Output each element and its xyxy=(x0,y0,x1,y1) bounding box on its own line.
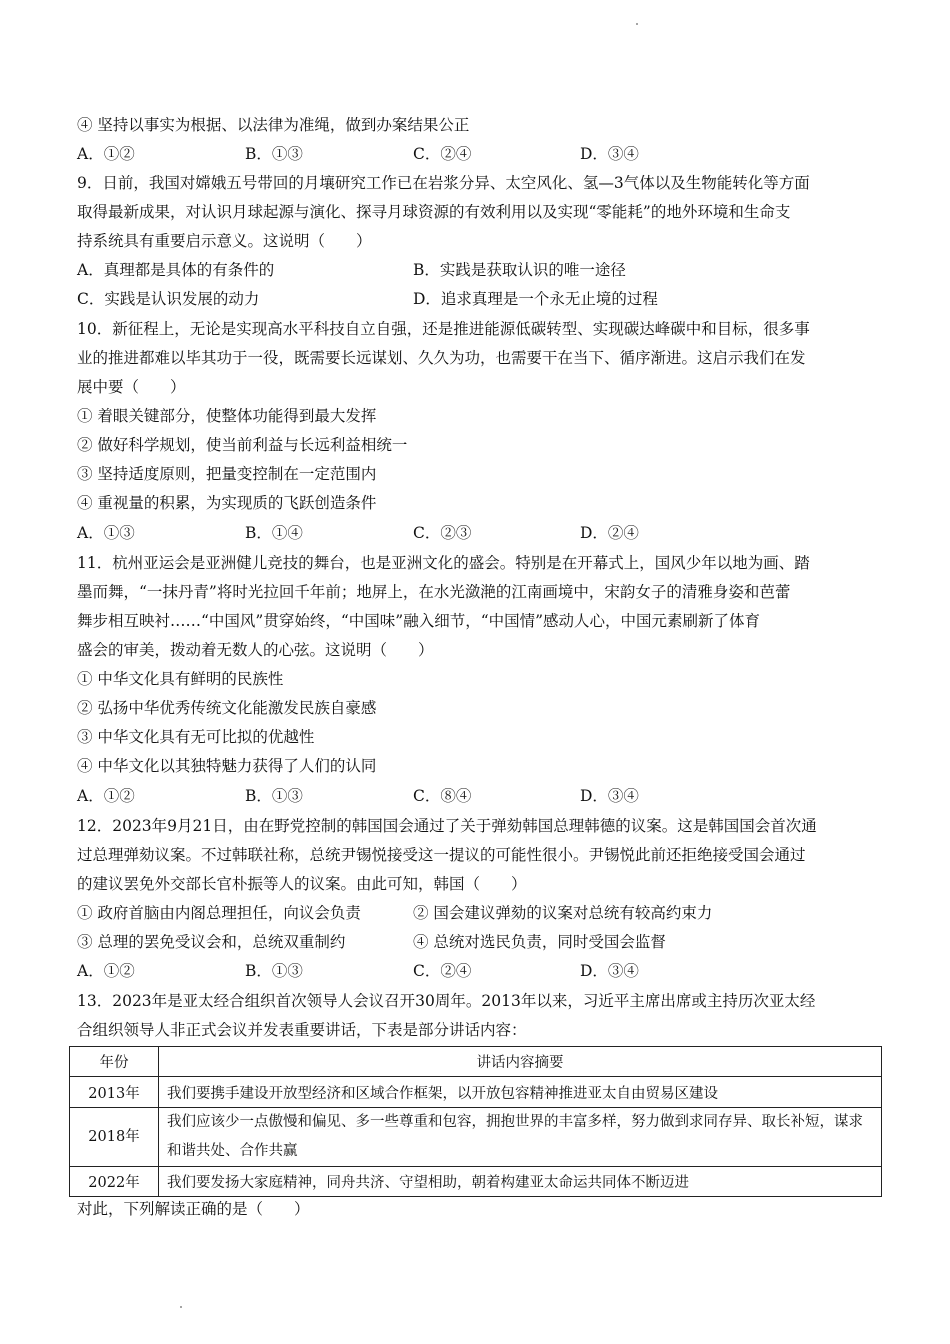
q11-stem-line-1: 11．杭州亚运会是亚洲健儿竞技的舞台，也是亚洲文化的盛会。特别是在开幕式上，国风少年以地为画、踏 xyxy=(77,554,810,572)
q13-stem-line-1: 13．2023年是亚太经合组织首次领导人会议召开30周年。2013年以来，习近平主席出席或主持历次亚太经 xyxy=(77,992,816,1010)
q13-after-text: 对此，下列解读正确的是（ ） xyxy=(77,1200,310,1218)
q12-stem-line-3: 的建议罢免外交部长官朴振等人的议案。由此可知，韩国（ ） xyxy=(77,875,527,893)
q10-statement-3: ③ 坚持适度原则，把量变控制在一定范围内 xyxy=(77,465,377,483)
q11-statement-1: ① 中华文化具有鲜明的民族性 xyxy=(77,670,284,688)
q10-stem-line-3: 展中要（ ） xyxy=(77,378,186,396)
q11-option-c: C．⑧④ xyxy=(413,787,472,805)
q10-option-d: D．②④ xyxy=(580,524,639,542)
q8-option-a: A．①② xyxy=(77,145,135,163)
q8-statement-4: ④ 坚持以事实为根据、以法律为准绳，做到办案结果公正 xyxy=(77,116,470,134)
q10-option-b: B．①④ xyxy=(245,524,303,542)
q12-stem-line-1: 12．2023年9月21日，由在野党控制的韩国国会通过了关于弹劾韩国总理韩德的议案。这是韩国国会首次通 xyxy=(77,817,817,835)
table-row xyxy=(70,1077,882,1108)
q12-statement-2: ② 国会建议弹劾的议案对总统有较高约束力 xyxy=(413,904,713,922)
q11-stem-line-3: 舞步相互映衬……“中国风”贯穿始终，“中国味”融入细节，“中国情”感动人心，中国元素刷新了体育 xyxy=(77,612,761,630)
q10-statement-1: ① 着眼关键部分，使整体功能得到最大发挥 xyxy=(77,407,377,425)
q13-stem-line-2: 合组织领导人非正式会议并发表重要讲话，下表是部分讲话内容： xyxy=(77,1021,527,1039)
q12-option-c: C．②④ xyxy=(413,962,472,980)
q12-statement-3: ③ 总理的罢免受议会和，总统双重制约 xyxy=(77,933,346,951)
q12-statement-4: ④ 总统对选民负责，同时受国会监督 xyxy=(413,933,666,951)
row-year: 2022年 xyxy=(70,1167,159,1197)
header-content: 讲话内容摘要 xyxy=(159,1047,882,1077)
q11-stem-line-4: 盛会的审美，拨动着无数人的心弦。这说明（ ） xyxy=(77,641,434,659)
q8-option-d: D．③④ xyxy=(580,145,639,163)
q8-option-c: C．②④ xyxy=(413,145,472,163)
row-text: 我们要携手建设开放型经济和区域合作框架，以开放包容精神推进亚太自由贸易区建设 xyxy=(159,1077,882,1108)
q10-stem-line-1: 10．新征程上，无论是实现高水平科技自立自强，还是推进能源低碳转型、实现碳达峰碳中和目标，很多事 xyxy=(77,320,810,338)
top-dot-mark xyxy=(636,23,638,25)
q11-statement-4: ④ 中华文化以其独特魅力获得了人们的认同 xyxy=(77,757,377,775)
table-row xyxy=(70,1108,882,1167)
q11-option-a: A．①② xyxy=(77,787,135,805)
q11-statement-2: ② 弘扬中华优秀传统文化能激发民族自豪感 xyxy=(77,699,377,717)
q12-option-a: A．①② xyxy=(77,962,135,980)
q12-option-b: B．①③ xyxy=(245,962,303,980)
q10-option-a: A．①③ xyxy=(77,524,135,542)
q10-option-c: C．②③ xyxy=(413,524,472,542)
q10-statement-4: ④ 重视量的积累，为实现质的飞跃创造条件 xyxy=(77,494,377,512)
table-row xyxy=(70,1167,882,1197)
q11-option-d: D．③④ xyxy=(580,787,639,805)
q11-stem-line-2: 墨而舞，“一抹丹青”将时光拉回千年前；地屏上，在水光潋滟的江南画境中，宋韵女子的清雅身姿和芭蕾 xyxy=(77,583,791,601)
table-header-row xyxy=(70,1047,882,1077)
q11-option-b: B．①③ xyxy=(245,787,303,805)
speech-table xyxy=(69,1046,882,1197)
q11-statement-3: ③ 中华文化具有无可比拟的优越性 xyxy=(77,728,315,746)
q9-option-c: C．实践是认识发展的动力 xyxy=(77,290,260,308)
q12-option-d: D．③④ xyxy=(580,962,639,980)
q8-option-b: B．①③ xyxy=(245,145,303,163)
bottom-dot-mark xyxy=(180,1306,182,1308)
q9-stem-line-2: 取得最新成果，对认识月球起源与演化、探寻月球资源的有效利用以及实现“零能耗”的地外环境和生命支 xyxy=(77,203,791,221)
q9-stem-line-3: 持系统具有重要启示意义。这说明（ ） xyxy=(77,232,372,250)
q9-stem-line-1: 9．日前，我国对嫦娥五号带回的月壤研究工作已在岩浆分异、太空风化、氢—3气体以及生物能转化等方面 xyxy=(77,174,810,192)
row-text: 我们应该少一点傲慢和偏见、多一些尊重和包容，拥抱世界的丰富多样，努力做到求同存异、取长补短，谋求和谐共处、合作共赢 xyxy=(159,1108,882,1167)
row-year: 2018年 xyxy=(70,1108,159,1167)
q9-option-b: B．实践是获取认识的唯一途径 xyxy=(413,261,626,279)
q12-stem-line-2: 过总理弹劾议案。不过韩联社称，总统尹锡悦接受这一提议的可能性很小。尹锡悦此前还拒绝接受国会通过 xyxy=(77,846,806,864)
q10-stem-line-2: 业的推进都难以毕其功于一役，既需要长远谋划、久久为功，也需要干在当下、循序渐进。这启示我们在发 xyxy=(77,349,806,367)
q9-option-d: D．追求真理是一个永无止境的过程 xyxy=(413,290,658,308)
q10-statement-2: ② 做好科学规划，使当前利益与长远利益相统一 xyxy=(77,436,408,454)
q12-statement-1: ① 政府首脑由内阁总理担任，向议会负责 xyxy=(77,904,361,922)
row-year: 2013年 xyxy=(70,1077,159,1108)
header-year: 年份 xyxy=(70,1047,159,1077)
row-text: 我们要发扬大家庭精神，同舟共济、守望相助，朝着构建亚太命运共同体不断迈进 xyxy=(159,1167,882,1197)
q9-option-a: A．真理都是具体的有条件的 xyxy=(77,261,275,279)
